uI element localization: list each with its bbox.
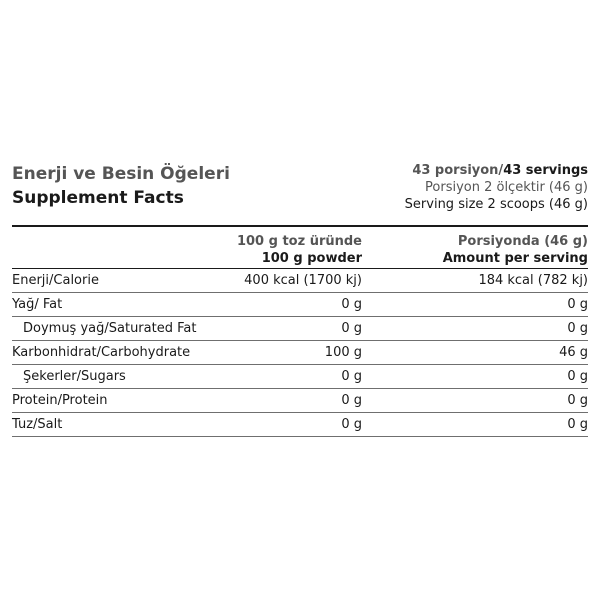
per-serving-value: 0 g bbox=[362, 389, 588, 413]
table-row bbox=[12, 341, 588, 365]
nutrient-label: Karbonhidrat/Carbohydrate bbox=[12, 345, 191, 360]
servings-count-english: 43 servings bbox=[503, 163, 588, 178]
title-english: Supplement Facts bbox=[12, 188, 184, 208]
per-serving-value: 0 g bbox=[362, 317, 588, 341]
per-serving-value: 0 g bbox=[362, 365, 588, 389]
table-row bbox=[12, 413, 588, 437]
servings-count bbox=[405, 162, 588, 179]
servings-block bbox=[405, 162, 588, 213]
per-serving-value: 46 g bbox=[362, 341, 588, 365]
panel-header bbox=[12, 162, 588, 222]
supplement-facts-panel bbox=[12, 162, 588, 437]
per-serving-value: 184 kcal (782 kj) bbox=[362, 269, 588, 293]
nutrient-label: Tuz/Salt bbox=[12, 417, 63, 432]
table-row bbox=[12, 365, 588, 389]
table-row bbox=[12, 269, 588, 293]
column-header-row bbox=[12, 227, 588, 269]
nutrient-label: Doymuş yağ/Saturated Fat bbox=[23, 321, 197, 336]
table-row bbox=[12, 317, 588, 341]
nutrition-table bbox=[12, 227, 588, 437]
table-row bbox=[12, 389, 588, 413]
per-100g-value: 400 kcal (1700 kj) bbox=[208, 269, 362, 293]
nutrient-label: Şekerler/Sugars bbox=[23, 369, 126, 384]
column-header-per-serving bbox=[362, 227, 588, 269]
per-100g-english: 100 g powder bbox=[261, 251, 362, 266]
column-header-per-100g bbox=[208, 227, 362, 269]
per-serving-value: 0 g bbox=[362, 293, 588, 317]
column-header-nutrient bbox=[12, 227, 208, 269]
servings-count-turkish: 43 porsiyon/ bbox=[412, 163, 504, 178]
per-100g-value: 0 g bbox=[208, 365, 362, 389]
per-100g-value: 100 g bbox=[208, 341, 362, 365]
per-serving-turkish: Porsiyonda (46 g) bbox=[457, 234, 588, 249]
nutrient-label: Enerji/Calorie bbox=[12, 273, 99, 288]
per-serving-english: Amount per serving bbox=[442, 251, 588, 266]
per-100g-turkish: 100 g toz üründe bbox=[236, 234, 362, 249]
title-turkish: Enerji ve Besin Öğeleri bbox=[12, 164, 230, 184]
per-100g-value: 0 g bbox=[208, 317, 362, 341]
table-row bbox=[12, 293, 588, 317]
serving-size-english: Serving size 2 scoops (46 g) bbox=[404, 197, 588, 212]
serving-size-turkish: Porsiyon 2 ölçektir (46 g) bbox=[425, 180, 588, 195]
per-serving-value: 0 g bbox=[362, 413, 588, 437]
nutrient-label: Yağ/ Fat bbox=[12, 297, 63, 312]
nutrient-label: Protein/Protein bbox=[12, 393, 108, 408]
per-100g-value: 0 g bbox=[208, 413, 362, 437]
per-100g-value: 0 g bbox=[208, 389, 362, 413]
title-block bbox=[12, 162, 230, 210]
per-100g-value: 0 g bbox=[208, 293, 362, 317]
